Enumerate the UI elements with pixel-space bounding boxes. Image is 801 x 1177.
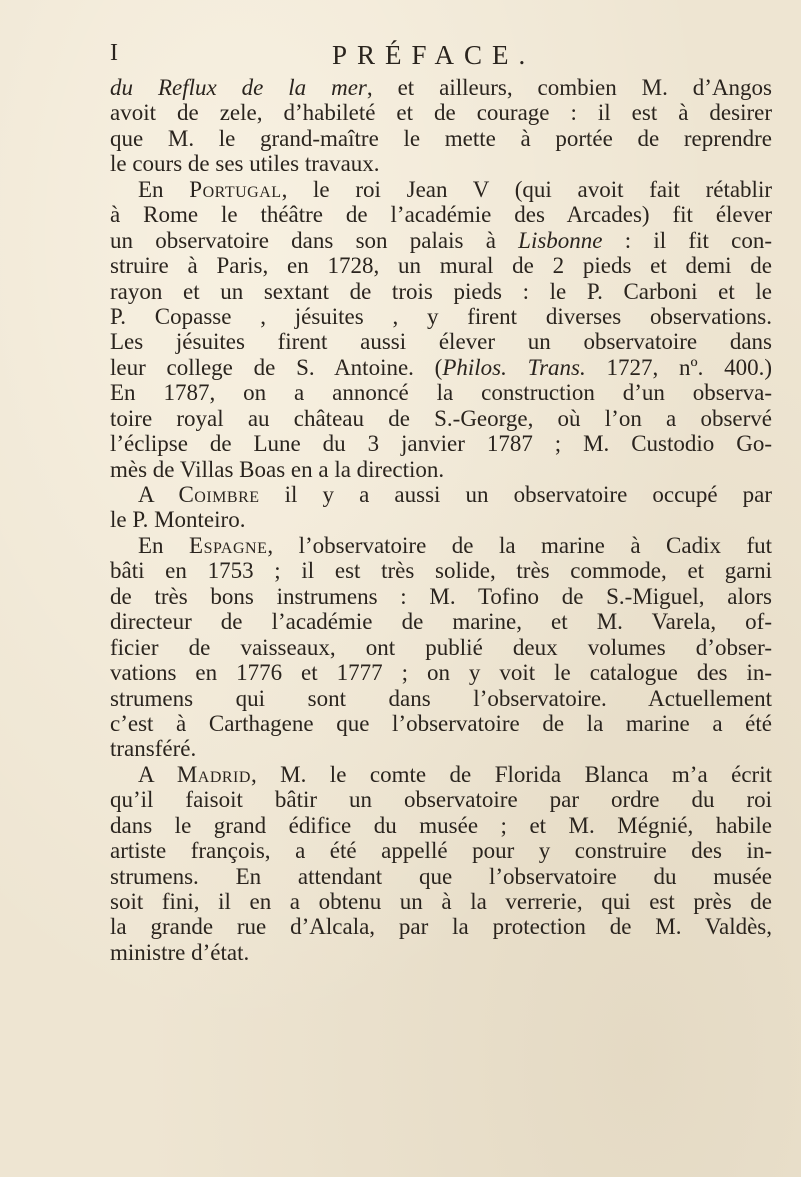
text-line (110, 177, 772, 202)
text-line (110, 711, 772, 736)
text-line (110, 686, 772, 711)
text-line (110, 762, 772, 787)
body-text (110, 75, 772, 965)
text-line (110, 253, 772, 278)
text-run: toire royal au château de S.-George, où l’on a observé (110, 405, 772, 431)
text-line (110, 304, 772, 329)
text-line (110, 279, 772, 304)
text-run: que M. le grand-maître le mette à portée de reprendre (110, 125, 772, 151)
text-line (110, 228, 772, 253)
text-run: , et ailleurs, combien M. d’Angos (366, 75, 773, 100)
text-run: , M. le comte de Florida Blanca m’a écrit (250, 761, 772, 787)
text-run: le P. Monteiro. (110, 507, 246, 533)
text-run: directeur de l’académie de marine, et M. Varela, of- (110, 609, 772, 635)
text-line (110, 864, 772, 889)
text-run: soit fini, il en a obtenu un à la verrerie, qui est près de (110, 889, 772, 914)
text-line (110, 406, 772, 431)
text-run: c’est à Carthagene que l’observatoire de la marine a été (110, 710, 772, 736)
text-line (110, 609, 772, 634)
text-run: il y a aussi un observatoire occupé par (259, 482, 772, 507)
text-run: artiste françois, a été appellé pour y construire des in- (110, 838, 772, 864)
text-run: vations en 1776 et 1777 ; on y voit le catalogue des in- (110, 660, 772, 686)
text-line (110, 482, 772, 507)
text-run: mès de Villas Boas en a la direction. (110, 456, 445, 482)
text-run: En 1787, on a annoncé la construction d’un observa- (110, 380, 772, 406)
text-run: ministre d’état. (110, 939, 250, 965)
text-run: , l’observatoire de la marine à Cadix fut (267, 532, 772, 558)
text-run: A (138, 482, 179, 507)
text-run: de très bons instrumens : M. Tofino de S.-Miguel, alors (110, 583, 772, 609)
text-run: Madrid (176, 761, 251, 787)
text-line (110, 813, 772, 838)
text-run: En (138, 532, 190, 558)
text-line (110, 75, 772, 100)
text-line (110, 635, 772, 660)
text-line (110, 787, 772, 812)
text-run: avoit de zele, d’habileté et de courage : il est à desirer (110, 100, 772, 126)
text-run: A (138, 761, 177, 787)
text-run: du (110, 75, 158, 100)
text-line (110, 380, 772, 405)
text-run: un observatoire dans son palais à (110, 227, 519, 253)
text-line (110, 457, 772, 482)
paragraph (110, 482, 772, 533)
text-run: : il fit con- (602, 227, 772, 253)
text-line (110, 431, 772, 456)
text-line (110, 151, 772, 176)
text-line (110, 838, 772, 863)
text-line (110, 355, 772, 380)
text-line (110, 736, 772, 761)
paragraph (110, 533, 772, 762)
text-line (110, 100, 772, 125)
text-line (110, 889, 772, 914)
text-run: ficier de vaisseaux, ont publié deux volumes d’obser- (110, 634, 772, 660)
page-header (110, 40, 770, 74)
text-run: Coimbre (178, 482, 260, 507)
text-line (110, 584, 772, 609)
text-run: Philos. Trans. (442, 354, 586, 380)
text-line (110, 202, 772, 227)
text-line (110, 126, 772, 151)
text-run: Les jésuites firent aussi élever un observatoire dans (110, 329, 772, 355)
text-line (110, 914, 772, 939)
text-line (110, 660, 772, 685)
text-run: dans le grand édifice du musée ; et M. Mégnié, habile (110, 812, 772, 838)
text-run: struire à Paris, en 1728, un mural de 2 pieds et demi de (110, 253, 772, 279)
page-number: I (110, 40, 118, 66)
text-run: Portugal (189, 176, 282, 202)
text-line (110, 533, 772, 558)
text-run: strumens qui sont dans l’observatoire. Actuellement (110, 685, 772, 711)
paragraph (110, 762, 772, 966)
text-run: P. Copasse , jésuites , y firent diverses observations. (110, 303, 772, 329)
text-run: En (138, 176, 190, 202)
text-run: la grande rue d’Alcala, par la protection de M. Valdès, (110, 914, 772, 940)
text-line (110, 558, 772, 583)
text-run: strumens. En attendant que l’observatoire du musée (110, 863, 772, 889)
text-run: qu’il faisoit bâtir un observatoire par ordre du roi (110, 787, 772, 813)
text-line (110, 940, 772, 965)
text-run: à Rome le théâtre de l’académie des Arcades) fit élever (110, 202, 772, 228)
text-run: transféré. (110, 736, 197, 762)
text-run: le cours de ses utiles travaux. (110, 151, 380, 177)
paragraph (110, 177, 772, 482)
text-run: 1727, nº. 400.) (585, 354, 772, 380)
running-head: PRÉFACE. (332, 40, 536, 70)
text-run: , le roi Jean V (qui avoit fait rétablir (281, 176, 772, 202)
text-run: leur college de S. Antoine. ( (110, 354, 443, 380)
text-run: Espagne (189, 532, 268, 558)
text-line (110, 329, 772, 354)
text-run: Reflux de la mer (157, 75, 367, 100)
text-run: rayon et un sextant de trois pieds : le P. Carboni et le (110, 278, 772, 304)
paragraph (110, 75, 772, 177)
text-run: bâti en 1753 ; il est très solide, très commode, et garni (110, 558, 772, 584)
text-run: l’éclipse de Lune du 3 janvier 1787 ; M. Custodio Go- (110, 431, 772, 457)
text-line (110, 507, 772, 532)
text-run: Lisbonne (518, 227, 603, 253)
